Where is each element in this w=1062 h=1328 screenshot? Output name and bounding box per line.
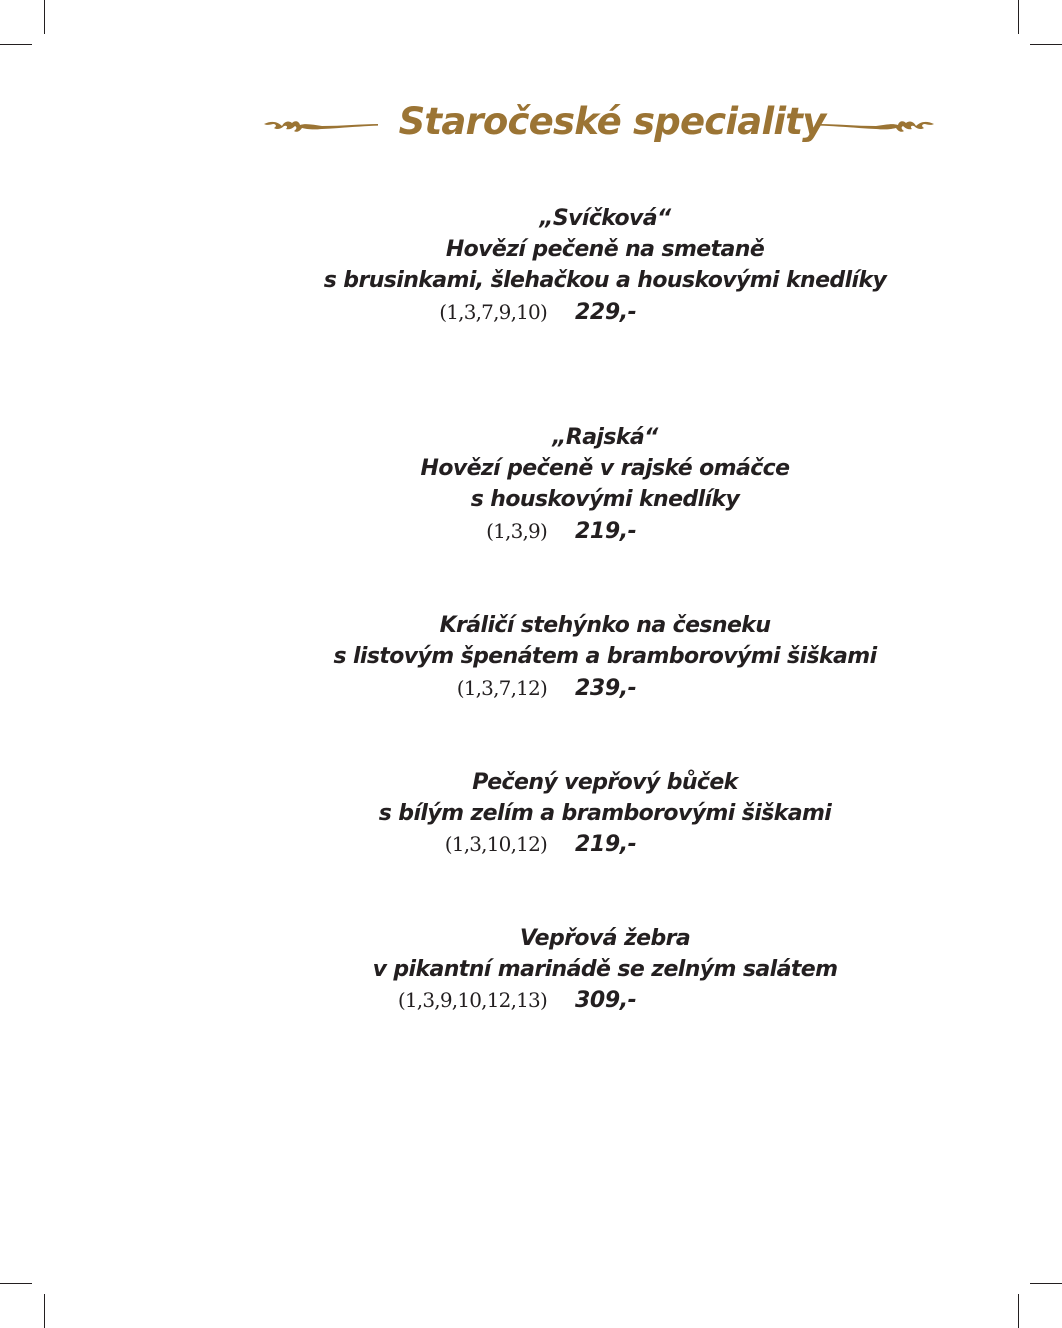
dish-description: Hovězí pečeně na smetaně: [445, 237, 765, 262]
dish-price: 219,-: [575, 832, 637, 857]
menu-item: [300, 422, 910, 515]
allergen-codes: (1,3,10,12): [444, 832, 547, 856]
dish-name: „Rajská“: [552, 425, 658, 450]
dish-description: v pikantní marinádě se zelným salátem: [372, 957, 838, 982]
menu-item: [300, 610, 910, 672]
dish-name: „Svíčková“: [539, 206, 671, 231]
dish-price: 229,-: [575, 300, 637, 325]
allergen-codes: (1,3,7,9,10): [439, 300, 547, 324]
flourish-right-icon: [818, 114, 936, 138]
dish-price: 239,-: [575, 676, 637, 701]
crop-mark-top-right-horizontal: [1030, 44, 1062, 45]
dish-description: s houskovými knedlíky: [470, 487, 740, 512]
menu-item: [300, 923, 910, 985]
crop-mark-top-left-horizontal: [0, 44, 32, 45]
crop-mark-bottom-left-horizontal: [0, 1283, 32, 1284]
dish-price: 219,-: [575, 519, 637, 544]
crop-mark-top-right-vertical: [1018, 0, 1019, 34]
allergen-codes: (1,3,7,12): [456, 676, 547, 700]
allergen-codes: (1,3,9,10,12,13): [397, 988, 547, 1012]
dish-name: Králičí stehýnko na česneku: [439, 613, 771, 638]
dish-description: s brusinkami, šlehačkou a houskovými knedlíky: [323, 268, 887, 293]
menu-item: [300, 203, 910, 296]
crop-mark-bottom-right-horizontal: [1030, 1283, 1062, 1284]
menu-item: [300, 767, 910, 829]
dish-description: s listovým špenátem a bramborovými šiškami: [333, 644, 877, 669]
dish-name: Vepřová žebra: [519, 926, 691, 951]
crop-mark-top-left-vertical: [44, 0, 45, 34]
dish-description: Hovězí pečeně v rajské omáčce: [420, 456, 790, 481]
dish-description: s bílým zelím a bramborovými šiškami: [378, 801, 832, 826]
dish-name: Pečený vepřový bůček: [472, 770, 738, 795]
section-header: [262, 94, 942, 154]
allergen-codes: (1,3,9): [486, 519, 547, 543]
crop-mark-bottom-left-vertical: [44, 1294, 45, 1328]
page-title: Staročeské speciality: [398, 100, 826, 143]
crop-mark-bottom-right-vertical: [1018, 1294, 1019, 1328]
dish-price: 309,-: [575, 988, 637, 1013]
